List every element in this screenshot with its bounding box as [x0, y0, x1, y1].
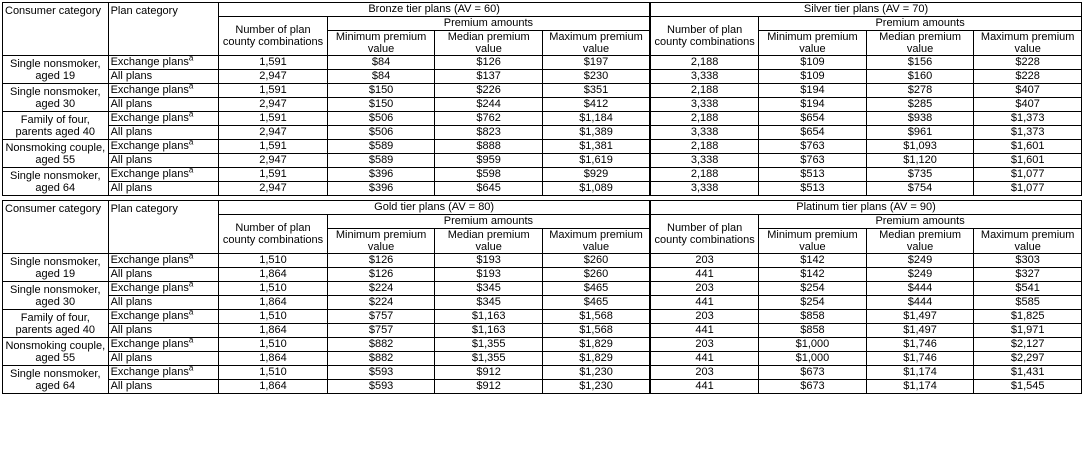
cell-premium-value: $412 — [542, 98, 650, 112]
cell-premium-value: $735 — [866, 168, 974, 182]
cell-consumer-category: Single nonsmoker, aged 19 — [3, 56, 109, 84]
cell-premium-value: $1,746 — [866, 338, 974, 352]
tier-group-header: Silver tier plans (AV = 70) — [650, 3, 1081, 17]
cell-plan-category — [108, 251, 219, 268]
header-plan-category: Plan category — [108, 3, 219, 56]
cell-premium-value: $126 — [327, 254, 435, 268]
header-median-premium-value: Median premium value — [866, 229, 974, 254]
header-minimum-premium-value: Minimum premium value — [759, 31, 867, 56]
cell-plan-county-combinations: 203 — [650, 310, 759, 324]
cell-premium-value: $1,163 — [435, 324, 543, 338]
footnote-marker: a — [188, 137, 194, 147]
cell-plan-county-combinations: 2,947 — [219, 98, 328, 112]
table-row — [3, 182, 1082, 196]
cell-premium-value: $1,545 — [974, 380, 1082, 394]
table-row — [3, 380, 1082, 394]
cell-plan-county-combinations: 2,188 — [650, 112, 759, 126]
cell-plan-category — [108, 182, 219, 196]
table-row — [3, 324, 1082, 338]
cell-plan-category — [108, 98, 219, 112]
cell-premium-value: $823 — [435, 126, 543, 140]
cell-premium-value: $541 — [974, 282, 1082, 296]
cell-premium-value: $228 — [974, 56, 1082, 70]
cell-consumer-category: Single nonsmoker, aged 19 — [3, 254, 109, 282]
plan-category-label: All plans — [110, 296, 153, 309]
header-plan-county-combinations: Number of plan county combinations — [650, 215, 759, 254]
footnote-marker: a — [188, 307, 194, 317]
plan-category-label: All plans — [110, 324, 153, 337]
cell-premium-value: $757 — [327, 310, 435, 324]
cell-premium-value: $228 — [974, 70, 1082, 84]
cell-premium-value: $1,000 — [759, 338, 867, 352]
plan-category-label: Exchange plans — [110, 282, 189, 295]
cell-premium-value: $1,373 — [974, 126, 1082, 140]
cell-premium-value: $654 — [759, 126, 867, 140]
cell-premium-value: $444 — [866, 296, 974, 310]
plan-category-label: Exchange plans — [110, 338, 189, 351]
cell-premium-value: $882 — [327, 352, 435, 366]
cell-premium-value: $1,355 — [435, 338, 543, 352]
cell-plan-county-combinations: 441 — [650, 352, 759, 366]
plan-category-label: All plans — [110, 380, 153, 393]
table-row — [3, 126, 1082, 140]
cell-plan-county-combinations: 1,591 — [219, 112, 328, 126]
cell-premium-value: $593 — [327, 380, 435, 394]
plan-category-label: All plans — [110, 98, 153, 111]
cell-premium-value: $224 — [327, 296, 435, 310]
cell-premium-value: $673 — [759, 366, 867, 380]
cell-premium-value: $1,184 — [542, 112, 650, 126]
cell-premium-value: $959 — [435, 154, 543, 168]
cell-plan-county-combinations: 203 — [650, 338, 759, 352]
cell-premium-value: $303 — [974, 254, 1082, 268]
cell-premium-value: $150 — [327, 84, 435, 98]
plan-category-label: Exchange plans — [110, 310, 189, 323]
cell-premium-value: $754 — [866, 182, 974, 196]
cell-premium-value: $585 — [974, 296, 1082, 310]
cell-plan-county-combinations: 1,864 — [219, 296, 328, 310]
plan-category-label: Exchange plans — [110, 84, 189, 97]
cell-premium-value: $882 — [327, 338, 435, 352]
cell-consumer-category: Family of four, parents aged 40 — [3, 310, 109, 338]
cell-premium-value: $1,230 — [542, 380, 650, 394]
cell-plan-county-combinations: 1,591 — [219, 84, 328, 98]
header-premium-amounts: Premium amounts — [759, 215, 1082, 229]
cell-consumer-category: Single nonsmoker, aged 30 — [3, 282, 109, 310]
cell-premium-value: $1,389 — [542, 126, 650, 140]
cell-plan-category — [108, 109, 219, 126]
cell-premium-value: $193 — [435, 254, 543, 268]
cell-plan-category — [108, 324, 219, 338]
footnote-marker: a — [188, 165, 194, 175]
cell-premium-value: $396 — [327, 182, 435, 196]
cell-premium-value: $160 — [866, 70, 974, 84]
cell-plan-county-combinations: 3,338 — [650, 182, 759, 196]
header-row-tier — [3, 3, 1082, 17]
cell-premium-value: $1,093 — [866, 140, 974, 154]
cell-premium-value: $465 — [542, 282, 650, 296]
cell-premium-value: $84 — [327, 56, 435, 70]
cell-plan-county-combinations: 441 — [650, 380, 759, 394]
cell-premium-value: $1,355 — [435, 352, 543, 366]
cell-premium-value: $1,746 — [866, 352, 974, 366]
footnote-marker: a — [188, 109, 194, 119]
cell-premium-value: $109 — [759, 56, 867, 70]
plan-category-label: Exchange plans — [110, 254, 189, 267]
cell-premium-value: $1,568 — [542, 310, 650, 324]
cell-premium-value: $137 — [435, 70, 543, 84]
cell-premium-value: $757 — [327, 324, 435, 338]
cell-premium-value: $912 — [435, 380, 543, 394]
cell-premium-value: $407 — [974, 98, 1082, 112]
cell-premium-value: $194 — [759, 84, 867, 98]
cell-premium-value: $351 — [542, 84, 650, 98]
cell-premium-value: $194 — [759, 98, 867, 112]
cell-plan-category — [108, 126, 219, 140]
cell-plan-county-combinations: 441 — [650, 296, 759, 310]
cell-premium-value: $1,089 — [542, 182, 650, 196]
table-row — [3, 98, 1082, 112]
cell-premium-value: $345 — [435, 296, 543, 310]
table-row — [3, 70, 1082, 84]
cell-premium-value: $156 — [866, 56, 974, 70]
cell-plan-category — [108, 165, 219, 182]
cell-premium-value: $858 — [759, 310, 867, 324]
cell-premium-value: $888 — [435, 140, 543, 154]
header-median-premium-value: Median premium value — [435, 31, 543, 56]
header-consumer-category: Consumer category — [3, 3, 109, 56]
table-row — [3, 254, 1082, 268]
cell-consumer-category: Single nonsmoker, aged 64 — [3, 168, 109, 196]
cell-premium-value: $249 — [866, 268, 974, 282]
cell-plan-county-combinations: 1,864 — [219, 380, 328, 394]
cell-plan-county-combinations: 2,947 — [219, 154, 328, 168]
cell-premium-value: $278 — [866, 84, 974, 98]
cell-premium-value: $407 — [974, 84, 1082, 98]
cell-premium-value: $230 — [542, 70, 650, 84]
cell-premium-value: $465 — [542, 296, 650, 310]
cell-premium-value: $224 — [327, 282, 435, 296]
table-row — [3, 56, 1082, 70]
cell-premium-value: $858 — [759, 324, 867, 338]
cell-premium-value: $126 — [435, 56, 543, 70]
cell-premium-value: $142 — [759, 254, 867, 268]
cell-premium-value: $1,174 — [866, 380, 974, 394]
cell-premium-value: $1,077 — [974, 168, 1082, 182]
cell-premium-value: $2,297 — [974, 352, 1082, 366]
table-row — [3, 168, 1082, 182]
cell-premium-value: $506 — [327, 126, 435, 140]
cell-premium-value: $260 — [542, 254, 650, 268]
cell-plan-category — [108, 279, 219, 296]
plan-category-label: Exchange plans — [110, 168, 189, 181]
cell-premium-value: $249 — [866, 254, 974, 268]
cell-premium-value: $1,497 — [866, 324, 974, 338]
header-maximum-premium-value: Maximum premium value — [974, 229, 1082, 254]
cell-plan-county-combinations: 1,864 — [219, 324, 328, 338]
cell-premium-value: $513 — [759, 182, 867, 196]
footnote-marker: a — [188, 335, 194, 345]
cell-plan-category — [108, 268, 219, 282]
table-row — [3, 268, 1082, 282]
cell-plan-county-combinations: 2,188 — [650, 140, 759, 154]
header-premium-amounts: Premium amounts — [759, 17, 1082, 31]
cell-plan-category — [108, 335, 219, 352]
cell-premium-value: $938 — [866, 112, 974, 126]
cell-premium-value: $1,497 — [866, 310, 974, 324]
cell-premium-value: $912 — [435, 366, 543, 380]
footnote-marker: a — [188, 81, 194, 91]
tier-group-header: Platinum tier plans (AV = 90) — [650, 201, 1081, 215]
plan-category-label: Exchange plans — [110, 140, 189, 153]
cell-premium-value: $506 — [327, 112, 435, 126]
cell-plan-county-combinations: 2,188 — [650, 168, 759, 182]
header-median-premium-value: Median premium value — [866, 31, 974, 56]
header-maximum-premium-value: Maximum premium value — [542, 229, 650, 254]
header-maximum-premium-value: Maximum premium value — [974, 31, 1082, 56]
header-median-premium-value: Median premium value — [435, 229, 543, 254]
cell-plan-category — [108, 70, 219, 84]
cell-premium-value: $1,619 — [542, 154, 650, 168]
header-maximum-premium-value: Maximum premium value — [542, 31, 650, 56]
header-premium-amounts: Premium amounts — [327, 17, 650, 31]
cell-premium-value: $1,230 — [542, 366, 650, 380]
header-minimum-premium-value: Minimum premium value — [759, 229, 867, 254]
cell-premium-value: $254 — [759, 296, 867, 310]
cell-premium-value: $1,120 — [866, 154, 974, 168]
cell-premium-value: $254 — [759, 282, 867, 296]
cell-plan-category — [108, 154, 219, 168]
cell-premium-value: $396 — [327, 168, 435, 182]
cell-premium-value: $260 — [542, 268, 650, 282]
cell-plan-county-combinations: 1,510 — [219, 310, 328, 324]
cell-premium-value: $444 — [866, 282, 974, 296]
cell-plan-county-combinations: 2,188 — [650, 84, 759, 98]
header-minimum-premium-value: Minimum premium value — [327, 31, 435, 56]
cell-plan-county-combinations: 2,947 — [219, 126, 328, 140]
cell-plan-county-combinations: 3,338 — [650, 154, 759, 168]
cell-premium-value: $589 — [327, 140, 435, 154]
cell-plan-county-combinations: 203 — [650, 366, 759, 380]
cell-premium-value: $762 — [435, 112, 543, 126]
table-row — [3, 282, 1082, 296]
cell-premium-value: $109 — [759, 70, 867, 84]
cell-premium-value: $598 — [435, 168, 543, 182]
cell-consumer-category: Nonsmoking couple, aged 55 — [3, 338, 109, 366]
cell-premium-value: $244 — [435, 98, 543, 112]
cell-plan-county-combinations: 2,188 — [650, 56, 759, 70]
cell-plan-county-combinations: 203 — [650, 254, 759, 268]
cell-premium-value: $2,127 — [974, 338, 1082, 352]
table-row — [3, 352, 1082, 366]
cell-plan-county-combinations: 3,338 — [650, 126, 759, 140]
tier-group-header: Gold tier plans (AV = 80) — [219, 201, 650, 215]
cell-premium-value: $1,829 — [542, 338, 650, 352]
cell-premium-value: $1,381 — [542, 140, 650, 154]
cell-premium-value: $1,825 — [974, 310, 1082, 324]
plan-category-label: All plans — [110, 182, 153, 195]
cell-premium-value: $345 — [435, 282, 543, 296]
table-row — [3, 154, 1082, 168]
cell-premium-value: $126 — [327, 268, 435, 282]
cell-premium-value: $513 — [759, 168, 867, 182]
cell-plan-county-combinations: 441 — [650, 324, 759, 338]
cell-premium-value: $589 — [327, 154, 435, 168]
cell-premium-value: $193 — [435, 268, 543, 282]
table-row — [3, 296, 1082, 310]
cell-plan-category — [108, 307, 219, 324]
cell-plan-county-combinations: 1,510 — [219, 282, 328, 296]
plan-category-label: All plans — [110, 268, 153, 281]
cell-plan-category — [108, 81, 219, 98]
plan-category-label: All plans — [110, 352, 153, 365]
cell-premium-value: $1,601 — [974, 140, 1082, 154]
cell-plan-county-combinations: 441 — [650, 268, 759, 282]
header-consumer-category: Consumer category — [3, 201, 109, 254]
cell-premium-value: $327 — [974, 268, 1082, 282]
cell-premium-value: $197 — [542, 56, 650, 70]
cell-plan-category — [108, 380, 219, 394]
cell-premium-value: $285 — [866, 98, 974, 112]
cell-plan-category — [108, 352, 219, 366]
cell-premium-value: $1,373 — [974, 112, 1082, 126]
cell-premium-value: $1,601 — [974, 154, 1082, 168]
cell-premium-value: $645 — [435, 182, 543, 196]
cell-premium-value: $1,077 — [974, 182, 1082, 196]
table-bronze-silver — [2, 2, 1082, 196]
plan-category-label: Exchange plans — [110, 366, 189, 379]
cell-consumer-category: Nonsmoking couple, aged 55 — [3, 140, 109, 168]
footnote-marker: a — [188, 363, 194, 373]
cell-premium-value: $961 — [866, 126, 974, 140]
plan-category-label: All plans — [110, 126, 153, 139]
cell-premium-value: $1,829 — [542, 352, 650, 366]
table-row — [3, 338, 1082, 352]
footnote-marker: a — [188, 279, 194, 289]
header-plan-county-combinations: Number of plan county combinations — [650, 17, 759, 56]
cell-premium-value: $150 — [327, 98, 435, 112]
cell-premium-value: $226 — [435, 84, 543, 98]
header-minimum-premium-value: Minimum premium value — [327, 229, 435, 254]
header-plan-county-combinations: Number of plan county combinations — [219, 215, 328, 254]
plan-category-label: All plans — [110, 154, 153, 167]
tier-group-header: Bronze tier plans (AV = 60) — [219, 3, 650, 17]
cell-premium-value: $763 — [759, 140, 867, 154]
cell-plan-county-combinations: 2,947 — [219, 70, 328, 84]
cell-premium-value: $1,971 — [974, 324, 1082, 338]
cell-plan-county-combinations: 1,864 — [219, 268, 328, 282]
table-row — [3, 84, 1082, 98]
table-row — [3, 140, 1082, 154]
plan-category-label: Exchange plans — [110, 112, 189, 125]
cell-premium-value: $1,163 — [435, 310, 543, 324]
cell-premium-value: $673 — [759, 380, 867, 394]
cell-premium-value: $929 — [542, 168, 650, 182]
cell-premium-value: $763 — [759, 154, 867, 168]
cell-plan-county-combinations: 1,591 — [219, 140, 328, 154]
cell-plan-county-combinations: 1,510 — [219, 338, 328, 352]
cell-consumer-category: Family of four, parents aged 40 — [3, 112, 109, 140]
footnote-marker: a — [188, 251, 194, 261]
cell-premium-value: $1,000 — [759, 352, 867, 366]
cell-plan-category — [108, 296, 219, 310]
cell-plan-category — [108, 363, 219, 380]
cell-plan-county-combinations: 3,338 — [650, 70, 759, 84]
table-row — [3, 112, 1082, 126]
cell-premium-value: $593 — [327, 366, 435, 380]
plan-category-label: Exchange plans — [110, 56, 189, 69]
header-row-tier — [3, 201, 1082, 215]
header-plan-county-combinations: Number of plan county combinations — [219, 17, 328, 56]
cell-premium-value: $1,174 — [866, 366, 974, 380]
premium-tables-container — [2, 2, 1086, 394]
cell-plan-county-combinations: 203 — [650, 282, 759, 296]
cell-plan-county-combinations: 1,591 — [219, 168, 328, 182]
cell-consumer-category: Single nonsmoker, aged 64 — [3, 366, 109, 394]
cell-premium-value: $84 — [327, 70, 435, 84]
cell-premium-value: $142 — [759, 268, 867, 282]
header-plan-category: Plan category — [108, 201, 219, 254]
cell-plan-county-combinations: 3,338 — [650, 98, 759, 112]
cell-plan-county-combinations: 1,591 — [219, 56, 328, 70]
plan-category-label: All plans — [110, 70, 153, 83]
footnote-marker: a — [188, 53, 194, 63]
header-premium-amounts: Premium amounts — [327, 215, 650, 229]
table-row — [3, 366, 1082, 380]
cell-premium-value: $1,568 — [542, 324, 650, 338]
cell-plan-category — [108, 137, 219, 154]
cell-plan-county-combinations: 1,864 — [219, 352, 328, 366]
cell-plan-county-combinations: 1,510 — [219, 254, 328, 268]
cell-plan-county-combinations: 2,947 — [219, 182, 328, 196]
table-gold-platinum — [2, 200, 1082, 394]
cell-premium-value: $654 — [759, 112, 867, 126]
cell-premium-value: $1,431 — [974, 366, 1082, 380]
cell-plan-county-combinations: 1,510 — [219, 366, 328, 380]
table-row — [3, 310, 1082, 324]
cell-plan-category — [108, 53, 219, 70]
cell-consumer-category: Single nonsmoker, aged 30 — [3, 84, 109, 112]
